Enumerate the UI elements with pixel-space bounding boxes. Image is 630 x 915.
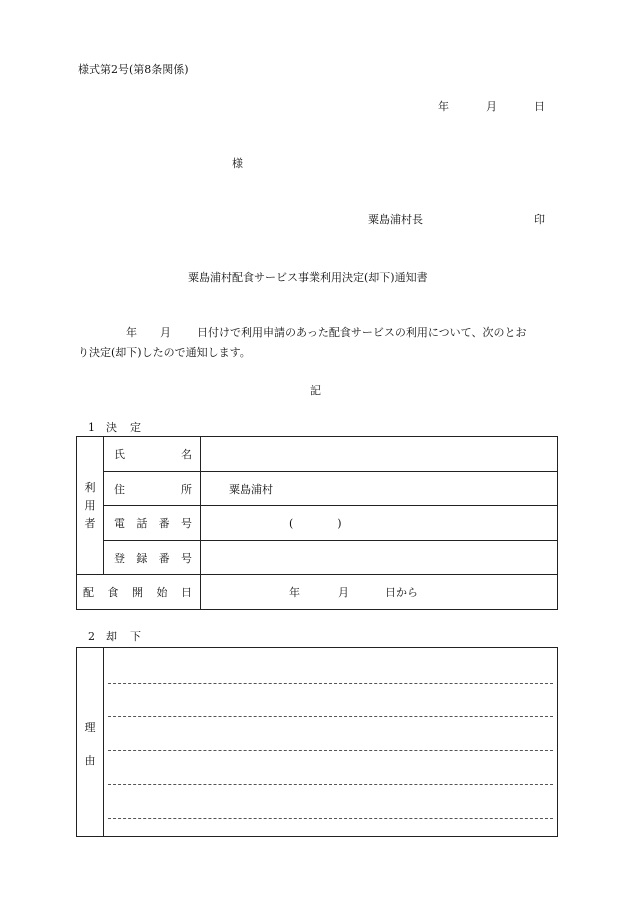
label-char: 食 <box>107 586 119 599</box>
name-label <box>104 437 201 472</box>
address-value-field[interactable] <box>201 472 558 506</box>
reason-line <box>108 818 553 819</box>
reason-line <box>108 784 553 785</box>
reason-label-char: 由 <box>84 754 96 767</box>
label-char: 録 <box>136 551 148 565</box>
section2-title-char: 下 <box>130 630 141 643</box>
registration-label <box>104 541 201 575</box>
label-char: 日 <box>181 586 192 599</box>
label-char: 開 <box>132 586 143 599</box>
label-char: 号 <box>180 517 192 530</box>
address-value: 粟島浦村 <box>229 482 273 496</box>
rejection-reason-box <box>76 647 558 837</box>
reason-line <box>108 750 553 751</box>
label-char: 名 <box>181 448 192 461</box>
issuer-seal: 印 <box>534 213 545 226</box>
table-row <box>77 472 558 506</box>
table-row <box>77 437 558 472</box>
ki-heading: 記 <box>310 384 321 397</box>
label-char: 配 <box>83 586 94 599</box>
label-char: 所 <box>181 482 192 496</box>
phone-value: ( ) <box>289 517 342 530</box>
start-date-value-field[interactable] <box>201 575 558 610</box>
registration-value-field[interactable] <box>201 541 558 575</box>
user-group-char: 利 <box>84 480 96 494</box>
body-month: 月 <box>160 326 171 339</box>
label-char: 住 <box>114 482 125 496</box>
date-day: 日 <box>534 100 545 113</box>
label-char: 番 <box>158 517 170 530</box>
label-char: 話 <box>136 517 148 530</box>
reason-label-column <box>77 648 104 836</box>
label-char: 氏 <box>114 448 125 461</box>
section2-number: 2 <box>88 630 95 643</box>
start-day-from: 日から <box>385 586 418 599</box>
phone-label <box>104 506 201 541</box>
registration-value <box>201 551 229 564</box>
addressee-suffix: 様 <box>232 157 243 170</box>
reason-line <box>108 716 553 717</box>
section1-title-char: 定 <box>130 421 141 434</box>
user-group-char: 用 <box>84 498 96 512</box>
start-date-label <box>77 575 201 610</box>
label-char: 電 <box>114 517 125 530</box>
user-group-char: 者 <box>84 516 96 530</box>
table-row <box>77 541 558 575</box>
date-year: 年 <box>438 100 449 113</box>
document-title: 粟島浦村配食サービス事業利用決定(却下)通知書 <box>188 271 428 284</box>
label-char: 号 <box>180 551 192 565</box>
section2-title-char: 却 <box>106 630 117 643</box>
name-value-field[interactable] <box>201 437 558 472</box>
reason-line <box>108 683 553 684</box>
date-month: 月 <box>486 100 497 113</box>
label-char: 始 <box>156 586 168 599</box>
body-text-line1: 日付けで利用申請のあった配食サービスの利用について、次のとお <box>197 326 527 339</box>
reason-label-char: 理 <box>84 721 96 734</box>
start-month: 月 <box>338 586 349 599</box>
body-text-line2: り決定(却下)したので通知します。 <box>78 346 251 359</box>
decision-table <box>76 436 558 610</box>
phone-value-field[interactable] <box>201 506 558 541</box>
name-value <box>201 448 229 461</box>
address-label <box>104 472 201 506</box>
start-year: 年 <box>289 586 300 599</box>
issuer-title: 粟島浦村長 <box>368 213 423 226</box>
label-char: 番 <box>158 551 170 565</box>
label-char: 登 <box>114 551 125 565</box>
body-year: 年 <box>126 326 137 339</box>
table-row <box>77 575 558 610</box>
reason-writing-area[interactable] <box>104 648 557 836</box>
section1-title-char: 決 <box>106 421 117 434</box>
table-row <box>77 506 558 541</box>
section1-number: 1 <box>88 421 95 434</box>
form-number: 様式第2号(第8条関係) <box>78 63 189 76</box>
user-group-label <box>77 437 104 575</box>
